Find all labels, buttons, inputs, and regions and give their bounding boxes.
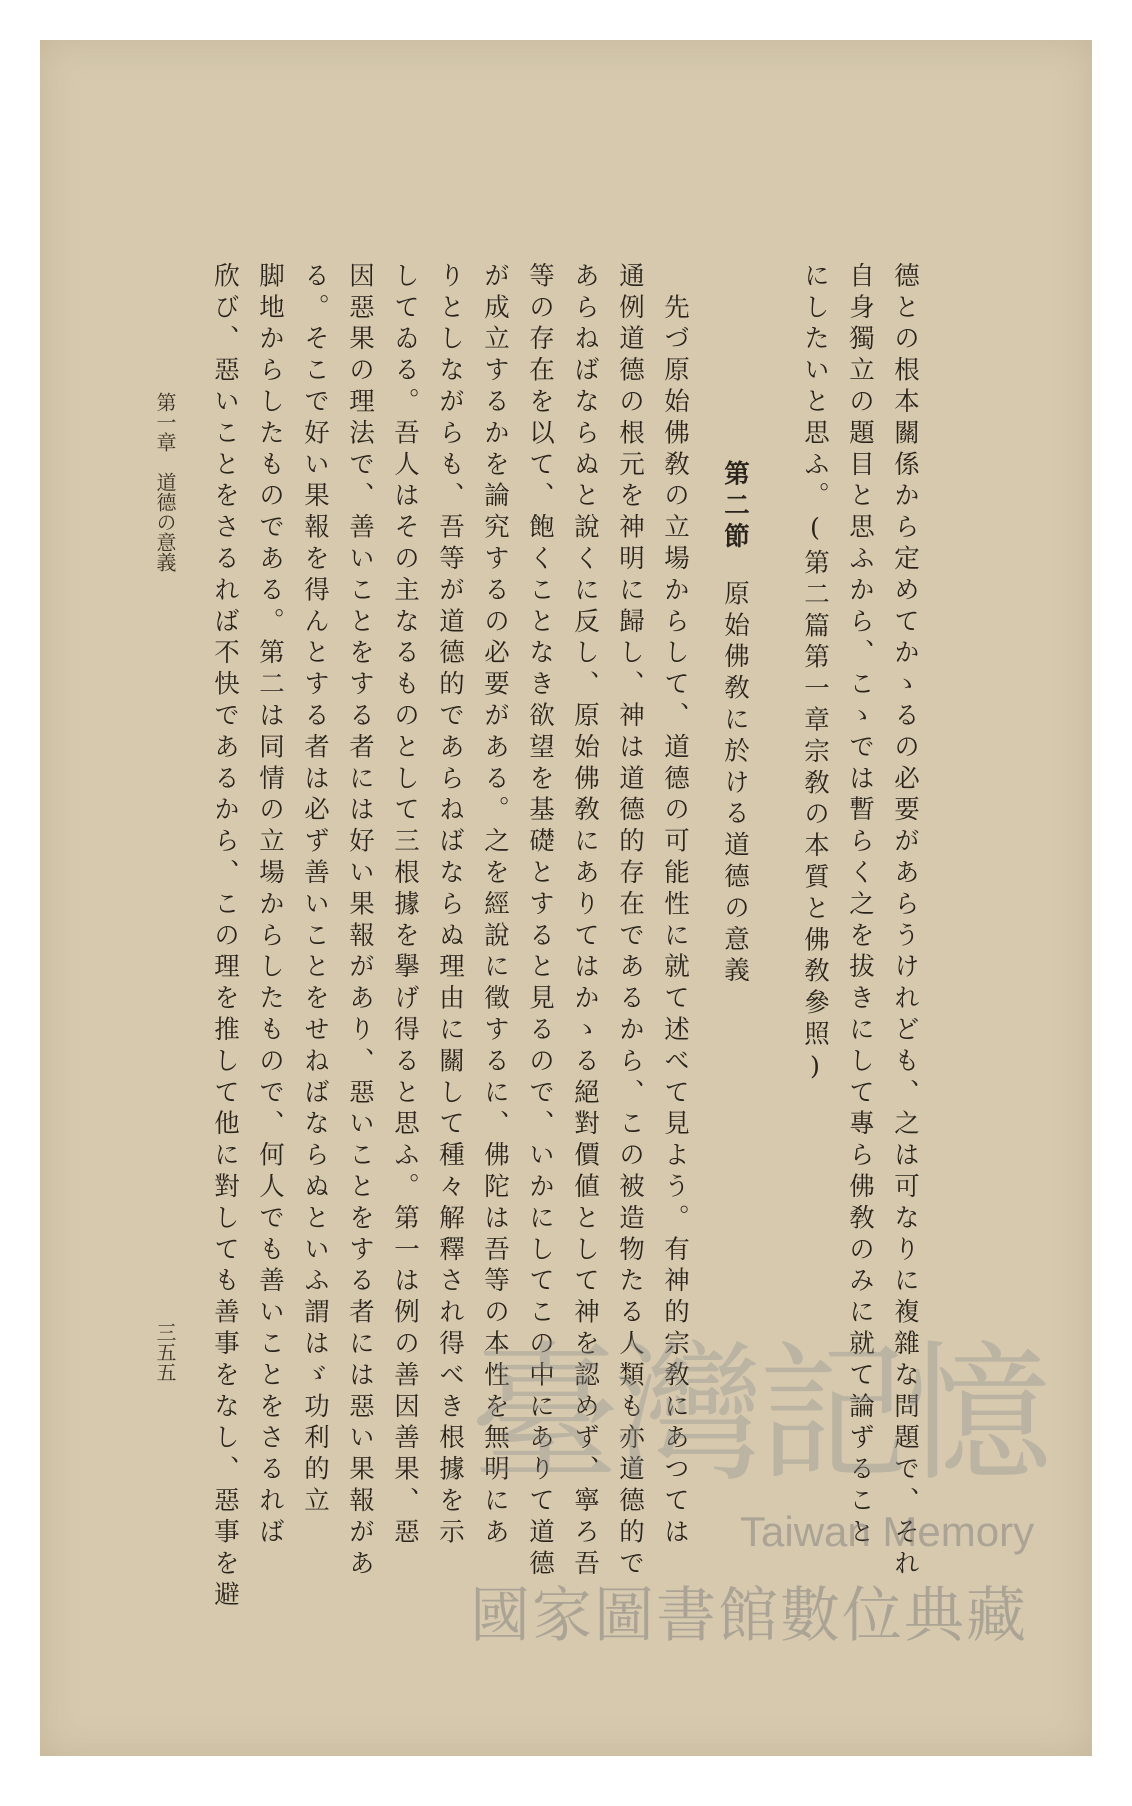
watermark-chinese: 國家圖書館數位典藏: [470, 1581, 1028, 1651]
body-line-6: りとしながらも、吾等が道德的であらねばならぬ理由に關して種々解釋され得べき根據を示: [435, 262, 465, 1550]
body-line-7: してゐる。吾人はその主なるものとして三根據を擧げ得ると思ふ。第一は例の善因善果、惡: [390, 262, 420, 1550]
body-line-11: 欣び、惡いことをさるれば不快であるから、この理を推して他に對しても善事をなし、惡事を避: [210, 262, 240, 1613]
body-line-9: る。そこで好い果報を得んとする者は必ず善いことをせねばならぬといふ謂はゞ功利的立: [300, 262, 330, 1518]
watermark-english: Taiwan Memory: [740, 1508, 1035, 1555]
section-number: 第二節: [720, 460, 750, 555]
intro-line-1: 德との根本關係から定めてかゝるの必要があらうけれども、之は可なりに複雜な問題で、それ: [890, 262, 920, 1581]
section-heading: [720, 460, 750, 988]
book-page: [40, 40, 1092, 1756]
watermark-logo: 臺灣記憶: [470, 1328, 1047, 1502]
page-number: 三五五: [153, 1322, 177, 1382]
intro-line-3: にしたいと思ふ。(第二篇第一章宗敎の本質と佛敎參照): [800, 262, 830, 1088]
body-line-3: あらねばならぬと說くに反し、原始佛敎にありてはかゝる絕對價値として神を認めず、寧ろ吾: [570, 262, 600, 1581]
section-title: 原始佛敎に於ける道德の意義: [720, 580, 750, 989]
body-line-5: が成立するかを論究するの必要がある。之を經說に徵するに、佛陀は吾等の本性を無明にあ: [480, 262, 510, 1550]
body-line-1: 先づ原始佛敎の立場からして、道德の可能性に就て述べて見よう。有神的宗敎にあつては: [660, 262, 690, 1550]
body-line-10: 脚地からしたものである。第二は同情の立場からしたもので、何人でも善いことをさるれば: [255, 262, 285, 1550]
body-line-2: 通例道德の根元を神明に歸し、神は道德的存在であるから、この被造物たる人類も亦道德的で: [615, 262, 645, 1581]
body-line-4: 等の存在を以て、飽くことなき欲望を基礎とすると見るので、いかにしてこの中にありて道德: [525, 262, 555, 1581]
body-line-8: 因惡果の理法で、善いことをする者には好い果報があり、惡いことをする者には惡い果報があ: [345, 262, 375, 1581]
running-footer-chapter: 第一章 道德の意義: [153, 392, 177, 572]
page-text: [40, 40, 1092, 1756]
intro-line-2: 自身獨立の題目と思ふから、こゝでは暫らく之を拔きにして專ら佛敎のみに就て論ずること: [845, 262, 875, 1550]
